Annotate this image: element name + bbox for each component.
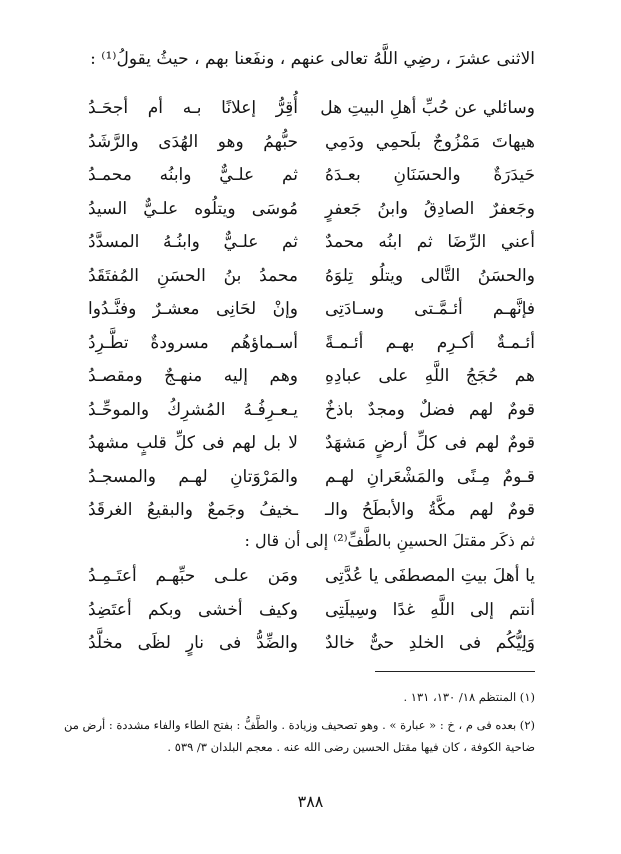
- verse-first-hemistich: قومٌ لهم فى كلِّ أرضٍ مَشهَدٌ: [325, 433, 535, 453]
- footnote-2: (٢) بعده فى م ، خ : « عبارة » . وهو تصحيف وزيادة . والطَّفُّ : بفتح الطاء والفاء مشددة : أرض من: [63, 718, 535, 732]
- page-number: ٣٨٨: [297, 792, 324, 811]
- verse-second-hemistich: مُوسَى ويتلُوه علـيٌّ السيدُ: [88, 198, 298, 219]
- verse-line: [0, 398, 621, 432]
- verse-second-hemistich: يـعـرِفُـهُ المُشرِكُ والموحِّـدُ: [88, 399, 298, 420]
- verse-line: [0, 431, 621, 465]
- verse-second-hemistich: وهم إليه منهـجٌ ومقصـدُ: [88, 366, 298, 386]
- verse-line: [0, 364, 621, 398]
- verse-line: [0, 331, 621, 365]
- verse-line: [0, 631, 621, 665]
- verse-line: [0, 96, 621, 130]
- verse-line: [0, 498, 621, 532]
- poem-part-2: [0, 564, 621, 665]
- verse-line: [0, 598, 621, 632]
- verse-line: [0, 297, 621, 331]
- verse-first-hemistich: هيهاتَ مَمْزُوجٌ بلَحمِي ودَمِي: [325, 131, 535, 152]
- verse-second-hemistich: والمَرْوَتانِ لهـم والمسجـدُ: [88, 466, 298, 487]
- verse-line: [0, 163, 621, 197]
- poem-part-1: [0, 96, 621, 532]
- verse-line: [0, 197, 621, 231]
- footnote-1: (١) المنتظم ١٨/ ١٣٠، ١٣١ .: [403, 690, 535, 704]
- verse-second-hemistich: أُقِرُّ إعلانًا بـه أم أجحَـدُ: [88, 98, 298, 118]
- verse-first-hemistich: حَيدَرَةٌ والحسَنَانِ بعـدَهُ: [325, 165, 535, 185]
- intro-line: الاثنى عشرَ ، رضِي اللَّهُ تعالى عنهم ، ونفَعنا بهم ، حيثُ يقولُ⁽¹⁾ :: [90, 49, 535, 69]
- footnote-2-continued: ضاحية الكوفة ، كان فيها مقتل الحسين رضى الله عنه . معجم البلدان ٣/ ٥٣٩ .: [167, 740, 535, 754]
- verse-first-hemistich: قـومٌ مِـنًى والمَشْعَرانِ لهـم: [325, 466, 535, 487]
- verse-first-hemistich: فإنَّهـم أئـمَّـتى وسـادَتِى: [325, 299, 535, 319]
- verse-second-hemistich: ثم علـيٌّ وابنُـهُ المسدَّدُ: [88, 232, 298, 252]
- verse-first-hemistich: هم حُجَجُ اللَّهِ على عبادِهِ: [325, 366, 535, 386]
- verse-first-hemistich: يا أهلَ بيتِ المصطفَى يا عُدَّتِى: [325, 566, 535, 586]
- verse-first-hemistich: وجَعفرٌ الصادِقُ وابنُ جَعفرٍ: [325, 198, 535, 219]
- verse-first-hemistich: وَلِيُّكُم فى الخلدِ حىٌّ خالدٌ: [325, 633, 535, 653]
- verse-second-hemistich: ثم علـيٌّ وابنُه محمـدُ: [88, 165, 298, 185]
- verse-second-hemistich: وكيف أخشى وبكم أعتَضِدُ: [88, 599, 298, 620]
- footnote-divider: [375, 671, 535, 672]
- verse-second-hemistich: حبُّهمُ وهو الهُدَى والرَّشَدُ: [88, 131, 298, 152]
- narrative-line: ثم ذكَر مقتلَ الحسينِ بالطَّفِّ⁽²⁾ إلى أن قال :: [244, 531, 535, 550]
- verse-second-hemistich: والضِّدُّ فى نارٍ لظَى مخلَّدُ: [88, 633, 298, 653]
- verse-line: [0, 230, 621, 264]
- verse-first-hemistich: أعني الرِّضَا ثم ابنُه محمدٌ: [325, 232, 535, 252]
- verse-second-hemistich: ـخيفُ وجَمعٌ والبقيعُ الغرقَدُ: [88, 500, 298, 520]
- verse-second-hemistich: لا بل لهم فى كلِّ قلبٍ مشهدُ: [88, 433, 298, 453]
- verse-first-hemistich: وسائلي عن حُبِّ أهلِ البيتِ هل: [320, 98, 535, 118]
- verse-second-hemistich: وإنْ لحَانِى معشـرٌ وفنَّـدُوا: [88, 299, 298, 319]
- verse-line: [0, 465, 621, 499]
- verse-first-hemistich: قومٌ لهم فضلٌ ومجدٌ باذخٌ: [325, 399, 535, 420]
- verse-second-hemistich: محمدُ بنُ الحسَنِ المُفتَقَدُ: [88, 265, 298, 286]
- verse-line: [0, 264, 621, 298]
- verse-line: [0, 564, 621, 598]
- verse-first-hemistich: أئـمـةٌ أكـرِم بهـم أئـمـةً: [325, 332, 535, 353]
- verse-second-hemistich: أسـماؤهُم مسرودةٌ تطَّـرِدُ: [88, 332, 298, 353]
- verse-first-hemistich: والحسَنُ التَّالى ويتلُو تِلوَهُ: [325, 265, 535, 286]
- verse-first-hemistich: أنتم إلى اللَّهِ غدًا وسِيلَتِى: [325, 599, 535, 620]
- verse-line: [0, 130, 621, 164]
- verse-first-hemistich: قومٌ لهم مكَّةُ والأبطَحُ والـ: [325, 500, 535, 520]
- verse-second-hemistich: ومَن علـى حبِّهـم أعتَـمِـدُ: [88, 566, 298, 586]
